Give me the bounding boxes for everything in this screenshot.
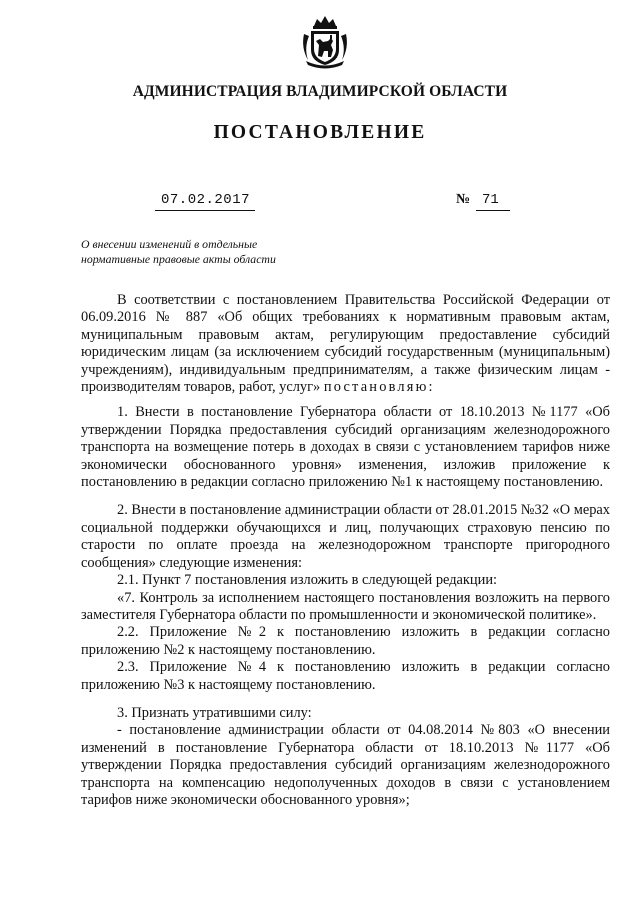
item-3-a: - постановление администрации области от 04.08.2014 №803 «О внесении изменений в постановление Губернатора области от 18.10.2013 №1177 «Об утверждении Порядка предоставления субсидий организациям железнодорожного транспорта на компенсацию недополученных доходов в связи с установлением тарифов ниже экономически обоснованного уровня»; — [81, 722, 610, 808]
number-label: № — [456, 192, 471, 207]
preamble-paragraph — [81, 292, 610, 396]
decree-word: постановляю: — [323, 379, 435, 396]
item-3: 3. Признать утратившими силу: — [117, 704, 312, 721]
document-body — [81, 292, 610, 809]
item-2: 2. Внести в постановление администрации области от 28.01.2015 №32 «О мерах социальной поддержки обучающихся и лиц, получающих страховую пенсию по старости по оплате проезда на железнодорожном транспорте пригородного сообщения» следующие изменения: — [81, 502, 610, 571]
date-underline — [155, 210, 255, 211]
subject-line-1: О внесении изменений в отдельные — [81, 237, 258, 251]
item-2-2: 2.2. Приложение №2 к постановлению изложить в редакции согласно приложению №2 к настоящему постановлению. — [81, 624, 610, 658]
coat-of-arms-icon — [300, 14, 350, 72]
organization-name: АДМИНИСТРАЦИЯ ВЛАДИМИРСКОЙ ОБЛАСТИ — [132, 83, 508, 100]
document-type: ПОСТАНОВЛЕНИЕ — [213, 122, 427, 143]
document-subject — [81, 237, 276, 267]
number-underline — [476, 210, 510, 211]
item-2-1: 2.1. Пункт 7 постановления изложить в следующей редакции: — [117, 572, 498, 589]
item-2-1-quote: «7. Контроль за исполнением настоящего постановления возложить на первого заместителя Губернатора области по промышленности и экономической политике». — [81, 589, 610, 623]
item-2-3: 2.3. Приложение №4 к постановлению изложить в редакции согласно приложению №3 к настоящему постановлению. — [81, 659, 610, 693]
preamble-text: В соответствии с постановлением Правительства Российской Федерации от 06.09.2016 № 887 «Об общих требованиях к нормативным правовым актам, муниципальным правовым актам, регулирующим предоставление субсидий юридическим лицам (за исключением субсидий государственным (муниципальным) учреждениям), индивидуальным предпринимателям, а также физическим лицам - производителям товаров, работ, услуг» — [81, 292, 610, 396]
item-1: 1. Внести в постановление Губернатора области от 18.10.2013 №1177 «Об утверждении Порядка предоставления субсидий организациям железнодорожного транспорта на возмещение потерь в доходах в связи с установлением тарифов ниже экономически обоснованного уровня» изменения, изложив приложение к постановлению в редакции согласно приложению №1 к настоящему постановлению. — [81, 404, 610, 491]
document-date: 07.02.2017 — [161, 192, 251, 208]
document-number: 71 — [482, 192, 499, 208]
subject-line-2: нормативные правовые акты области — [81, 252, 276, 266]
